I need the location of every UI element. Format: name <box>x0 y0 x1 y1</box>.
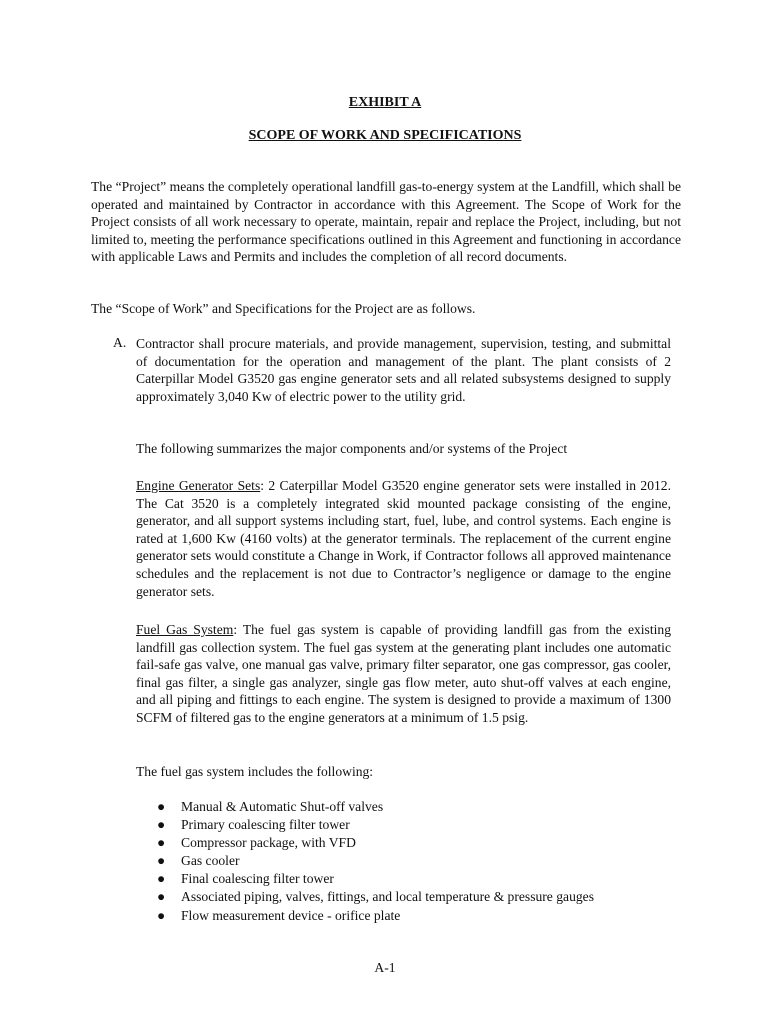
document-title: SCOPE OF WORK AND SPECIFICATIONS <box>248 128 522 143</box>
engine-generator-paragraph <box>136 477 671 600</box>
fuel-gas-text: : The fuel gas system is capable of providing landfill gas from the existing landfill gas collection system. The fuel gas system at the generating plant includes one automatic fail-safe gas valve, one manual gas valve, primary filter separator, one gas compressor, gas cooler, final gas filter, a single gas analyzer, single gas flow meter, auto shut-off valves at each engine, and all piping and fittings to each engine. The system is designed to provide a maximum of 1300 SCFM of filtered gas to the engine generators at a minimum of 1.5 psig. <box>136 622 671 725</box>
fuel-gas-heading: Fuel Gas System <box>136 622 234 637</box>
summary-paragraph: The following summarizes the major components and/or systems of the Project <box>136 441 568 456</box>
bullet-icon: ● <box>157 817 166 833</box>
list-item: ● Flow measurement device - orifice plate <box>136 907 671 925</box>
engine-generator-heading: Engine Generator Sets <box>136 478 261 493</box>
list-item: ● Gas cooler <box>136 852 671 870</box>
page-number: A-1 <box>374 960 396 975</box>
fuel-includes-paragraph: The fuel gas system includes the following: <box>136 764 374 779</box>
bullet-icon: ● <box>157 835 166 851</box>
list-item: ● Final coalescing filter tower <box>136 870 671 888</box>
list-item: ● Manual & Automatic Shut-off valves <box>136 798 671 816</box>
bullet-icon: ● <box>157 799 166 814</box>
item-a-label: A. <box>113 335 127 350</box>
bullet-icon: ● <box>157 871 166 887</box>
list-item: ● Compressor package, with VFD <box>136 834 671 852</box>
engine-generator-text: : 2 Caterpillar Model G3520 engine generator sets were installed in 2012. The Cat 3520 is a completely integrated skid mounted package consisting of the engine, generator, and all support systems including start, fuel, lube, and control systems. Each engine is rated at 1,600 Kw (4160 volts) at the generator terminals. The replacement of the current engine generator sets would constitute a Change in Work, if Contractor follows all approved maintenance schedules and the replacement is not due to Contractor’s negligence or damage to the engine generator sets. <box>136 478 671 599</box>
scope-intro-paragraph: The “Scope of Work” and Specifications for the Project are as follows. <box>91 301 476 316</box>
list-item: ● Associated piping, valves, fittings, and local temperature & pressure gauges <box>136 888 671 906</box>
list-item: ● Primary coalescing filter tower <box>136 816 671 834</box>
bullet-icon: ● <box>157 853 166 869</box>
exhibit-heading: EXHIBIT A <box>348 95 422 110</box>
fuel-gas-paragraph <box>136 621 671 727</box>
intro-paragraph: The “Project” means the completely operational landfill gas-to-energy system at the Landfill, which shall be operated and maintained by Contractor in accordance with this Agreement. The Scope of Work for the Project consists of all work necessary to operate, maintain, repair and replace the Project, including, but not limited to, meeting the performance specifications outlined in this Agreement and functioning in accordance with applicable Laws and Permits and includes the completion of all record documents. <box>91 179 681 265</box>
item-a-paragraph: Contractor shall procure materials, and provide management, supervision, testing, and submittal of documentation for the operation and management of the plant. The plant consists of 2 Caterpillar Model G3520 gas engine generator sets and all related subsystems designed to supply approximately 3,040 Kw of electric power to the utility grid. <box>136 336 671 404</box>
fuel-system-list <box>136 798 671 925</box>
bullet-icon: ● <box>157 889 166 905</box>
bullet-icon: ● <box>157 907 166 923</box>
